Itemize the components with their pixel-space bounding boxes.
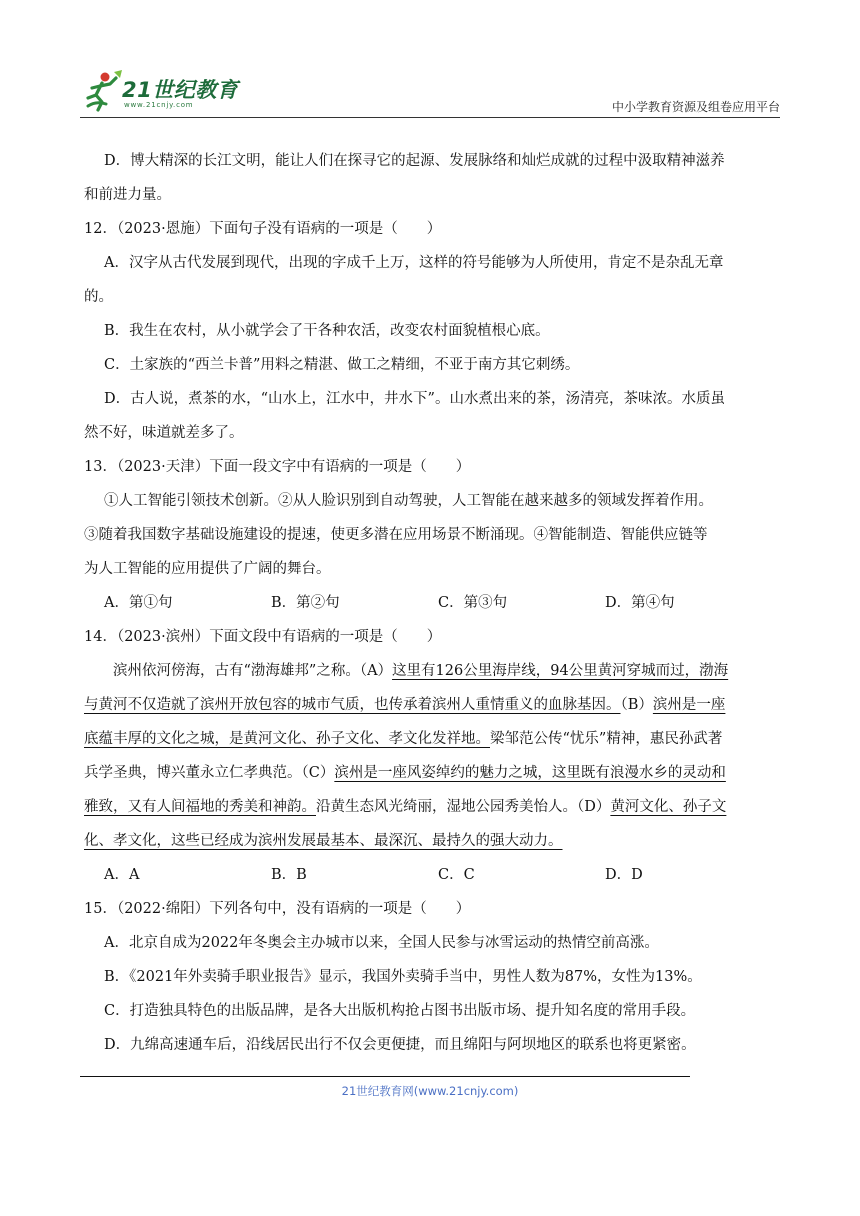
q12-option-d: D．古人说，煮茶的水，“山水上，江水中，井水下”。山水煮出来的茶，汤清亮，茶味浓。水质虽 [104, 391, 725, 407]
q11-option-d-cont: 和前进力量。 [84, 187, 171, 203]
q15-option-d: D．九绵高速通车后，沿线居民出行不仅会更便捷，而且绵阳与阿坝地区的联系也将更紧密。 [104, 1037, 696, 1053]
logo [80, 68, 250, 114]
q15-option-c: C．打造独具特色的出版品牌，是各大出版机构抢占图书出版市场、提升知名度的常用手段。 [104, 1003, 696, 1019]
q14-passage-line6: 化、孝文化，这些已经成为滨州发展最基本、最深沉、最持久的强大动力。 [84, 833, 563, 849]
q14-passage-line3: 底蕴丰厚的文化之城，是黄河文化、孙子文化、孝文化发祥地。梁邹范公传“忧乐”精神，惠民孙武著 [84, 731, 723, 747]
q14-options [84, 858, 780, 892]
q12-option-c: C．土家族的“西兰卡普”用料之精湛、做工之精细，不亚于南方其它刺绣。 [104, 357, 580, 373]
q14-sentence-b: 滨州是一座 [652, 697, 726, 713]
q14-sentence-a: 这里有126公里海岸线，94公里黄河穿城而过，渤海 [392, 663, 729, 679]
q14-passage-line4: 兵学圣典，博兴董永立仁孝典范。（C）滨州是一座风姿绰约的魅力之城，这里既有浪漫水乡的灵动和 [84, 765, 726, 781]
logo-url: www.21cnjy.com [124, 101, 194, 109]
footer-link[interactable]: 21世纪教育网(www.21cnjy.com) [341, 1084, 519, 1098]
q13-option-a: A．第①句 [104, 595, 173, 611]
q13-option-b: B．第②句 [271, 595, 340, 611]
q14-passage-line5: 雅致，又有人间福地的秀美和神韵。沿黄生态风光绮丽，湿地公园秀美怡人。（D）黄河文化、孙子文 [84, 799, 727, 815]
q14-passage-line1: 滨州依河傍海，古有“渤海雄邦”之称。（A）这里有126公里海岸线，94公里黄河穿城而过，渤海 [113, 663, 729, 679]
q13-option-d: D．第④句 [605, 595, 675, 611]
q13-passage-line1: ①人工智能引领技术创新。②从人脸识别到自动驾驶，人工智能在越来越多的领域发挥着作用。 [104, 493, 713, 509]
q13-options [84, 586, 780, 620]
q11-option-d: D．博大精深的长江文明，能让人们在探寻它的起源、发展脉络和灿烂成就的过程中汲取精神滋养 [104, 153, 725, 169]
q14-option-b: B．B [271, 867, 307, 883]
q13-stem: 13．（2023·天津）下面一段文字中有语病的一项是（ ） [84, 459, 471, 475]
q15-option-b: B．《2021年外卖骑手职业报告》显示，我国外卖骑手当中，男性人数为87%，女性为13%。 [104, 969, 702, 985]
q13-passage-line2: ③随着我国数字基础设施建设的提速，使更多潜在应用场景不断涌现。④智能制造、智能供应链等 [84, 527, 708, 543]
platform-name: 中小学教育资源及组卷应用平台 [611, 100, 780, 114]
runner-logo-icon [80, 68, 124, 114]
logo-text: 21世纪教育 [122, 78, 239, 102]
q15-option-a: A．北京自成为2022年冬奥会主办城市以来，全国人民参与冰雪运动的热情空前高涨。 [104, 935, 659, 951]
q12-option-b: B．我生在农村，从小就学会了干各种农活，改变农村面貌植根心底。 [104, 323, 550, 339]
q12-option-a: A．汉字从古代发展到现代，出现的字成千上万，这样的符号能够为人所使用，肯定不是杂乱无章 [104, 255, 724, 271]
q13-option-c: C．第③句 [438, 595, 508, 611]
footer-divider [80, 1076, 690, 1077]
q14-stem: 14．（2023·滨州）下面文段中有语病的一项是（ ） [84, 629, 442, 645]
q14-option-c: C．C [438, 867, 475, 883]
q13-passage-line3: 为人工智能的应用提供了广阔的舞台。 [84, 561, 331, 577]
q14-option-a: A．A [104, 867, 140, 883]
q14-sentence-d: 黄河文化、孙子文 [610, 799, 727, 815]
q12-option-a-cont: 的。 [84, 289, 113, 305]
q14-passage-line2: 与黄河不仅造就了滨州开放包容的城市气质，也传承着滨州人重情重义的血脉基因。（B）滨州是一座 [84, 697, 726, 713]
q12-option-d-cont: 然不好，味道就差多了。 [84, 425, 244, 441]
q15-stem: 15．（2022·绵阳）下列各句中，没有语病的一项是（ ） [84, 901, 471, 917]
q14-option-d: D．D [605, 867, 643, 883]
q14-sentence-c: 滨州是一座风姿绰约的魅力之城，这里既有浪漫水乡的灵动和 [334, 765, 726, 781]
q12-stem: 12．（2023·恩施）下面句子没有语病的一项是（ ） [84, 221, 442, 237]
page-header [80, 68, 780, 118]
document-body [84, 144, 780, 1062]
header-divider [80, 117, 780, 118]
